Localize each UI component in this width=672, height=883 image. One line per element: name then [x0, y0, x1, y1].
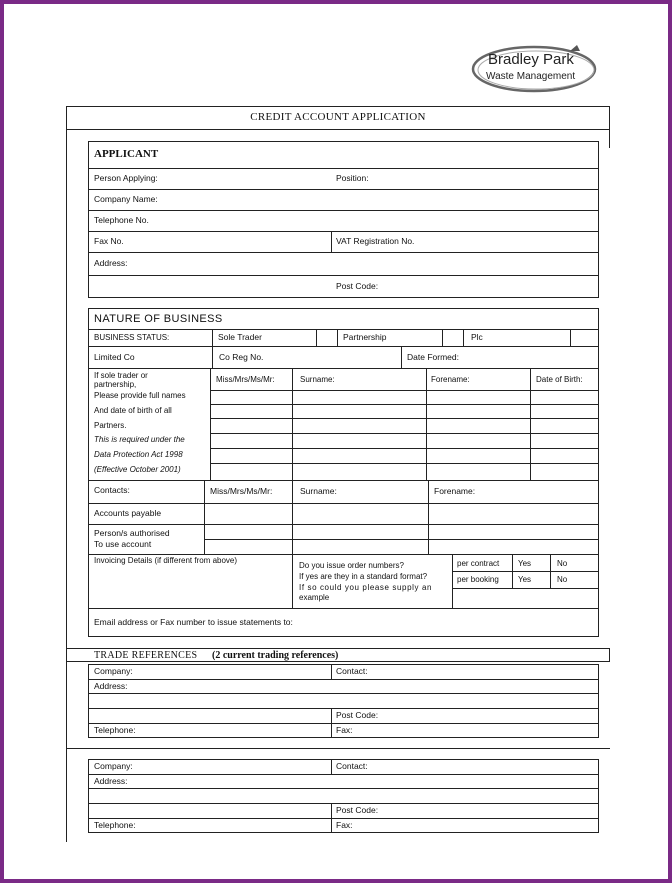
- email-fax-field[interactable]: [310, 612, 597, 634]
- ref1-post-code-field[interactable]: [385, 709, 597, 722]
- applicant-heading: APPLICANT: [94, 148, 159, 160]
- partners-entry-grid[interactable]: [211, 391, 598, 479]
- logo-subtitle: Waste Management: [486, 71, 576, 82]
- order-question-line: If so could you please supply an: [299, 583, 433, 592]
- partners-note-line: This is required under the: [94, 435, 185, 444]
- partners-note-line: And date of birth of all: [94, 406, 172, 415]
- address-label: Address:: [94, 258, 128, 268]
- accounts-payable-label: Accounts payable: [94, 508, 162, 518]
- ref1-post-code-label: Post Code:: [336, 710, 379, 720]
- per-booking-label: per booking: [457, 575, 499, 584]
- logo-name: Bradley Park: [488, 51, 574, 68]
- plc-label: Plc: [471, 332, 483, 342]
- partners-note-line: Partners.: [94, 421, 127, 430]
- partnership-label: Partnership: [343, 332, 387, 342]
- person-applying-label: Person Applying:: [94, 173, 158, 183]
- position-field[interactable]: [375, 170, 597, 188]
- ref2-fax-label: Fax:: [336, 820, 353, 830]
- limited-co-label: Limited Co: [94, 352, 135, 362]
- business-status-label: BUSINESS STATUS:: [94, 333, 170, 342]
- sole-trader-label: Sole Trader: [218, 332, 262, 342]
- order-question-line: Do you issue order numbers?: [299, 561, 404, 570]
- partner-title-header: Miss/Mrs/Ms/Mr:: [216, 375, 275, 384]
- contact-title-header: Miss/Mrs/Ms/Mr:: [210, 486, 273, 496]
- partners-note-line: partnership,: [94, 380, 137, 389]
- fax-label: Fax No.: [94, 236, 124, 246]
- left-margin-line: [66, 130, 67, 842]
- ref1-address-field[interactable]: [135, 680, 597, 707]
- ref1-company-field[interactable]: [140, 665, 330, 678]
- ref1-telephone-field[interactable]: [145, 724, 330, 737]
- ref2-telephone-field[interactable]: [145, 819, 330, 832]
- ref2-telephone-label: Telephone:: [94, 820, 136, 830]
- invoicing-label: Invoicing Details (if different from above): [94, 556, 238, 565]
- position-label: Position:: [336, 173, 369, 183]
- ref1-fax-field[interactable]: [360, 724, 597, 737]
- partner-dob-header: Date of Birth:: [536, 375, 583, 384]
- plc-checkbox[interactable]: [571, 330, 598, 346]
- partner-surname-header: Surname:: [300, 375, 335, 384]
- post-code-label: Post Code:: [336, 281, 379, 291]
- co-reg-field[interactable]: [268, 348, 400, 367]
- person-applying-field[interactable]: [165, 170, 330, 188]
- ref2-contact-field[interactable]: [375, 760, 597, 773]
- email-fax-label: Email address or Fax number to issue statements to:: [94, 617, 293, 627]
- company-name-label: Company Name:: [94, 194, 158, 204]
- order-question-line: If yes are they in a standard format?: [299, 572, 428, 581]
- trade-references-note: (2 current trading references): [212, 650, 339, 661]
- invoicing-field[interactable]: [90, 568, 290, 608]
- authorised-persons-field[interactable]: [205, 525, 598, 553]
- ref1-address-label: Address:: [94, 681, 128, 691]
- ref2-address-label: Address:: [94, 776, 128, 786]
- contacts-label: Contacts:: [94, 485, 130, 495]
- authorised-label-2: To use account: [94, 539, 152, 549]
- per-contract-yes[interactable]: Yes: [518, 559, 532, 568]
- authorised-label: Person/s authorised: [94, 528, 170, 538]
- ref1-contact-label: Contact:: [336, 666, 368, 676]
- nature-heading: NATURE OF BUSINESS: [94, 313, 223, 325]
- ref2-address-field[interactable]: [135, 775, 597, 802]
- partnership-checkbox[interactable]: [442, 330, 464, 346]
- partner-forename-header: Forename:: [431, 375, 470, 384]
- contact-forename-header: Forename:: [434, 486, 476, 496]
- ref2-company-label: Company:: [94, 761, 133, 771]
- ref2-contact-label: Contact:: [336, 761, 368, 771]
- per-contract-no[interactable]: No: [557, 559, 568, 568]
- date-formed-label: Date Formed:: [407, 352, 459, 362]
- ref2-fax-field[interactable]: [360, 819, 597, 832]
- per-booking-yes[interactable]: Yes: [518, 575, 532, 584]
- telephone-label: Telephone No.: [94, 215, 149, 225]
- ref1-contact-field[interactable]: [375, 665, 597, 678]
- partners-note-line: Data Protection Act 1998: [94, 450, 183, 459]
- ref2-company-field[interactable]: [140, 760, 330, 773]
- ref1-fax-label: Fax:: [336, 725, 353, 735]
- form-title: CREDIT ACCOUNT APPLICATION: [250, 111, 426, 123]
- date-formed-field[interactable]: [465, 348, 597, 367]
- contact-surname-header: Surname:: [300, 486, 337, 496]
- company-name-field[interactable]: [165, 191, 597, 209]
- ref2-post-code-label: Post Code:: [336, 805, 379, 815]
- ref1-telephone-label: Telephone:: [94, 725, 136, 735]
- partners-note-line: (Effective October 2001): [94, 465, 181, 474]
- order-question-line: example: [299, 593, 330, 602]
- per-contract-label: per contract: [457, 559, 500, 568]
- trade-references-heading: TRADE REFERENCES: [94, 650, 198, 661]
- vat-field[interactable]: [425, 233, 597, 251]
- ref2-post-code-field[interactable]: [385, 804, 597, 817]
- partners-note-line: Please provide full names: [94, 391, 186, 400]
- co-reg-label: Co Reg No.: [219, 352, 264, 362]
- ref1-company-label: Company:: [94, 666, 133, 676]
- accounts-payable-field[interactable]: [205, 504, 598, 523]
- sole-trader-checkbox[interactable]: [316, 330, 338, 346]
- telephone-field[interactable]: [160, 212, 597, 230]
- fax-field[interactable]: [130, 233, 329, 251]
- partners-note-line: If sole trader or: [94, 371, 148, 380]
- per-booking-no[interactable]: No: [557, 575, 568, 584]
- vat-label: VAT Registration No.: [336, 236, 415, 246]
